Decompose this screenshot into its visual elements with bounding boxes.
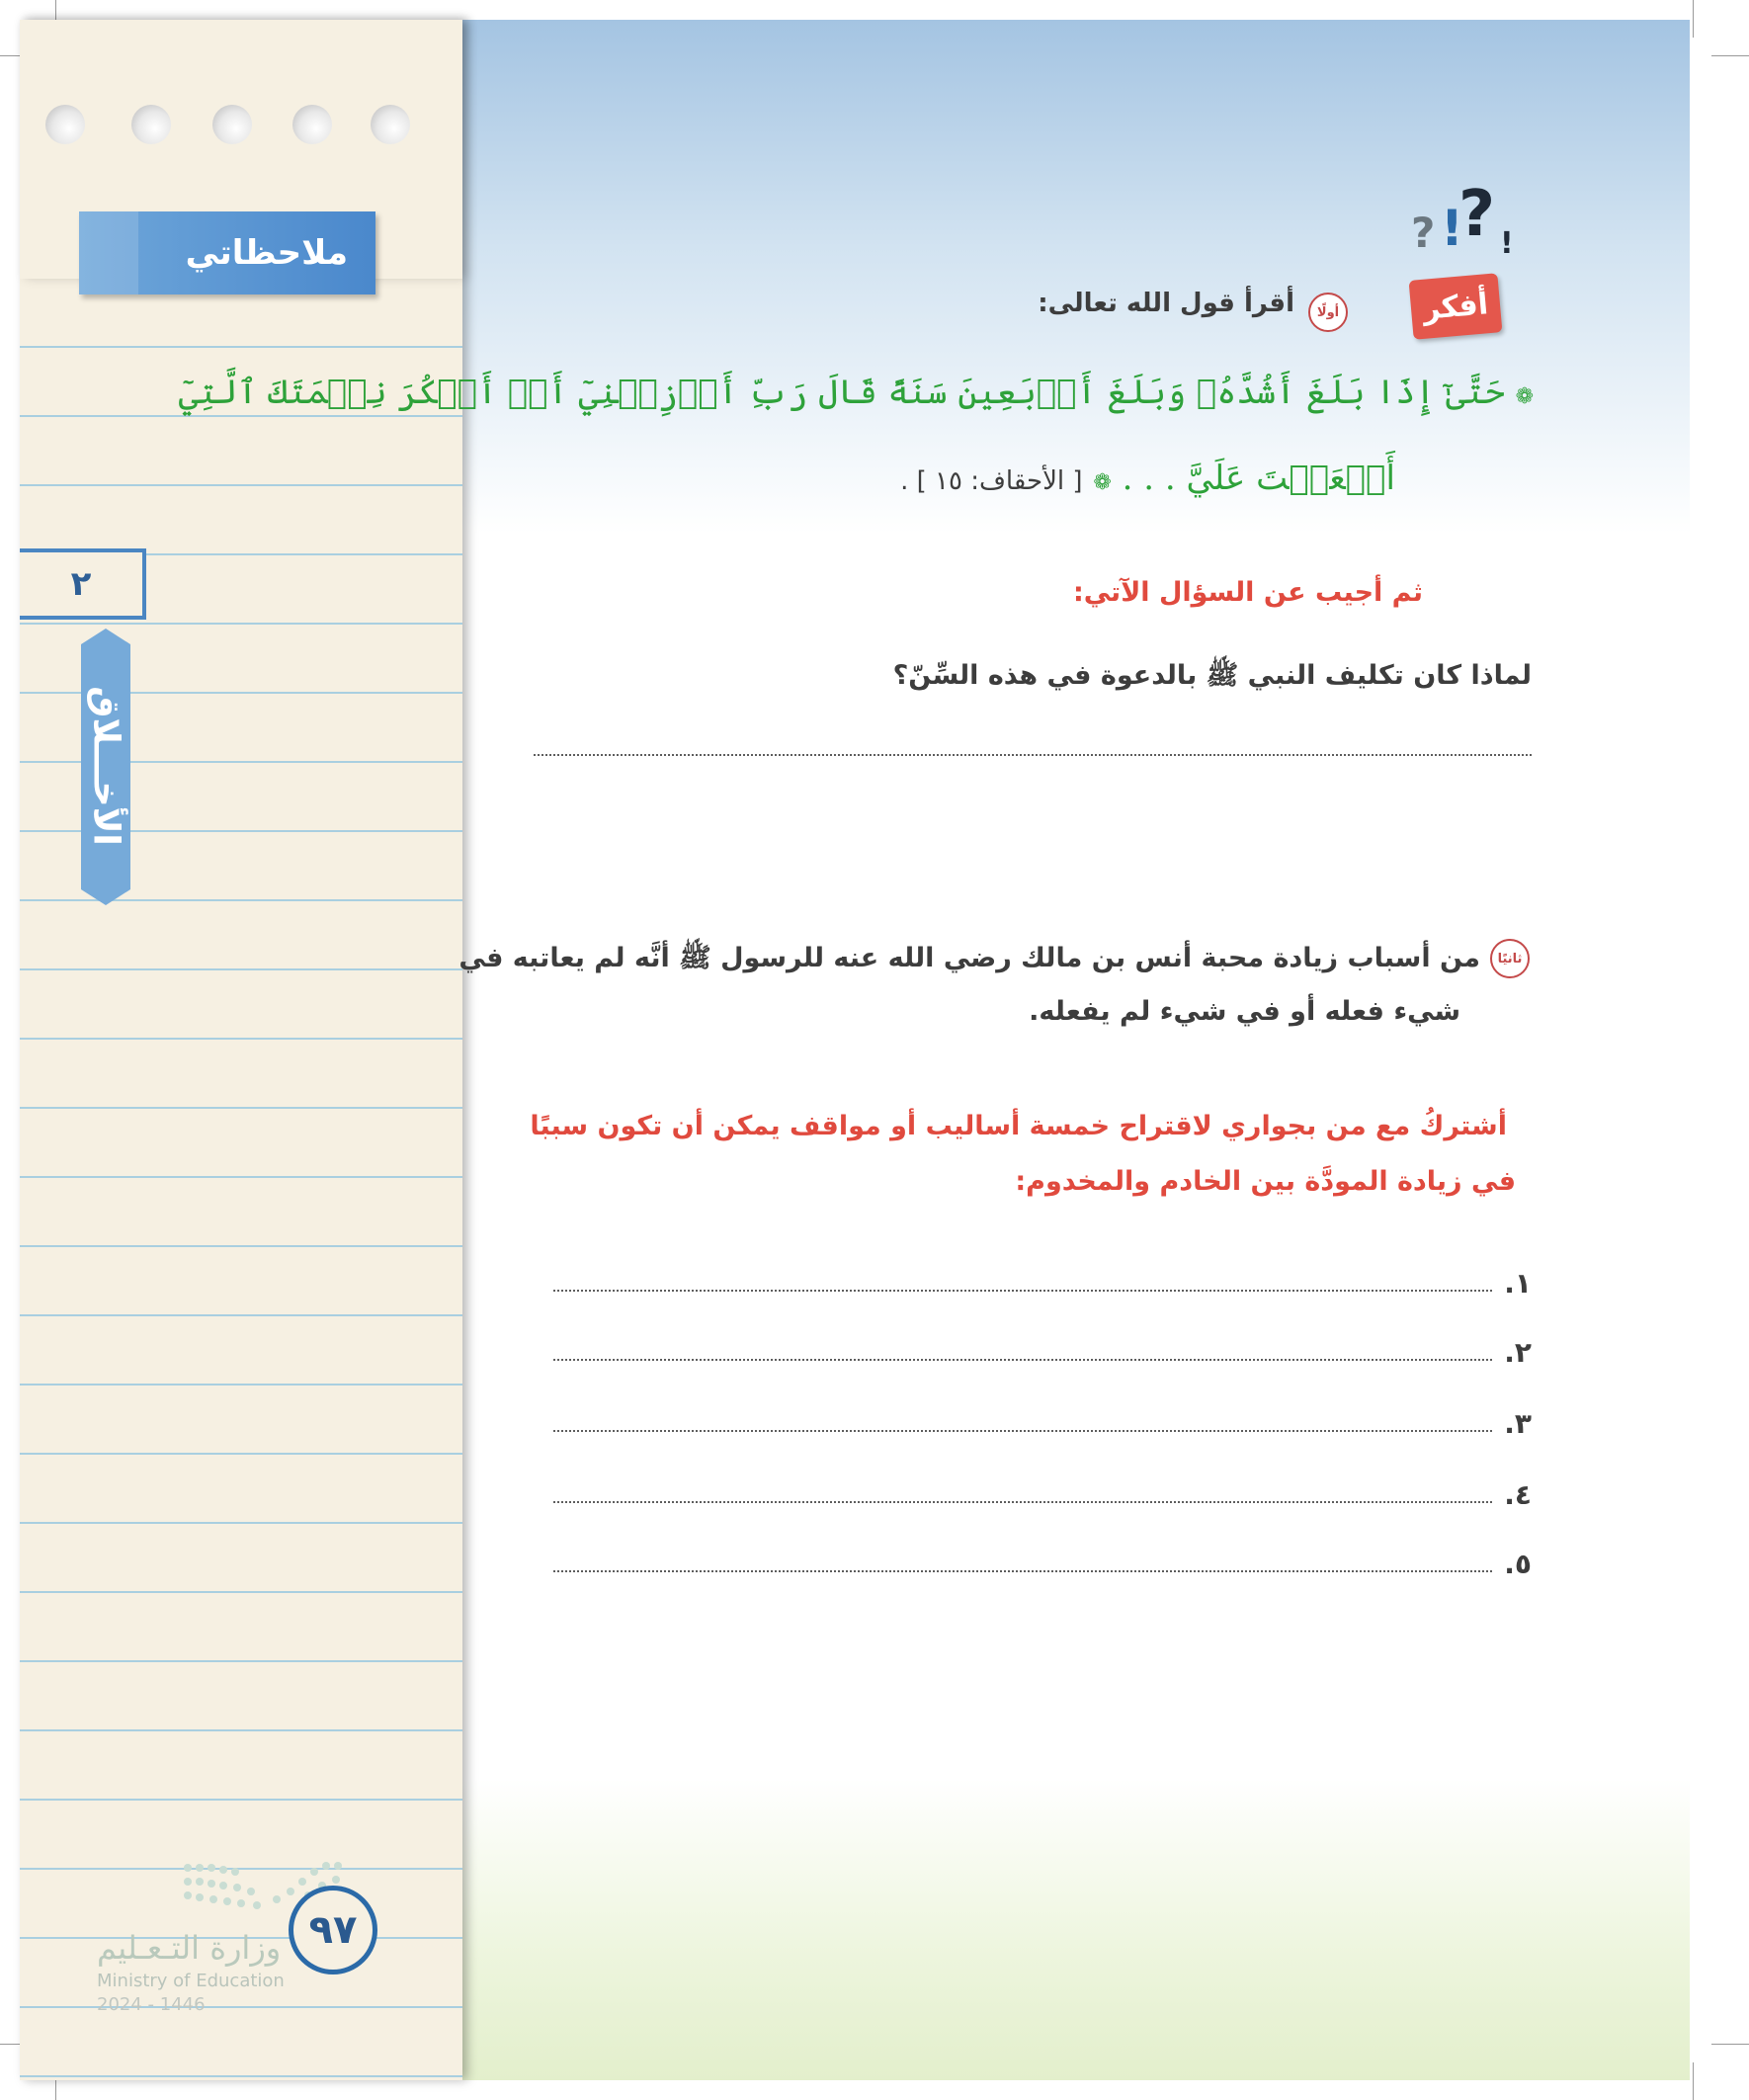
verse-line-1 bbox=[179, 372, 1534, 412]
question-text: لماذا كان تكليف النبي ﷺ بالدعوة في هذه السِّنّ؟ bbox=[892, 660, 1532, 691]
answer-line bbox=[534, 754, 1532, 756]
second-badge-text: ثانيًا bbox=[1497, 951, 1523, 966]
think-label bbox=[1409, 273, 1503, 340]
binder-hole bbox=[371, 105, 410, 144]
crop-mark bbox=[1693, 0, 1694, 38]
verse-line-2 bbox=[900, 459, 1395, 498]
answer-line-1 bbox=[553, 1290, 1492, 1292]
list-number-4: ٤. bbox=[1504, 1478, 1532, 1511]
list-number-5: ٥. bbox=[1504, 1548, 1532, 1580]
ministry-name-ar: وزارة التـعـليم bbox=[97, 1929, 282, 1967]
page-number bbox=[289, 1886, 377, 1974]
notes-sidebar bbox=[20, 20, 462, 2080]
first-badge bbox=[1308, 293, 1348, 332]
verse-line-2-text: أَنۡعَمۡتَ عَلَيَّ . . . bbox=[1122, 459, 1395, 498]
list-number-1: ١. bbox=[1504, 1267, 1532, 1300]
page-number-text: ٩٧ bbox=[308, 1907, 358, 1953]
notes-title-tab bbox=[79, 211, 375, 294]
binder-hole bbox=[131, 105, 171, 144]
list-number-3: ٣. bbox=[1504, 1407, 1532, 1440]
page-background bbox=[462, 20, 1690, 2080]
ornament-icon: ❁ bbox=[1515, 384, 1534, 409]
second-text-line-2: شيء فعله أو في شيء لم يفعله. bbox=[1029, 996, 1460, 1027]
unit-label: الأخـــلاق bbox=[85, 686, 126, 846]
ministry-year: 2024 - 1446 bbox=[97, 1994, 206, 2015]
first-badge-text: أولًا bbox=[1316, 304, 1340, 320]
task-line-2: في زيادة المودَّة بين الخادم والمخدوم: bbox=[1015, 1166, 1516, 1197]
svg-text:!: ! bbox=[1500, 226, 1514, 261]
answer-line-4 bbox=[553, 1501, 1492, 1503]
binder-hole bbox=[45, 105, 85, 144]
svg-text:?: ? bbox=[1411, 209, 1436, 257]
crop-mark bbox=[1711, 55, 1749, 56]
list-number-2: ٢. bbox=[1504, 1336, 1532, 1369]
chapter-number-box bbox=[20, 548, 146, 620]
second-text-line-1: من أسباب زيادة محبة أنس بن مالك رضي الله عنه للرسول ﷺ أنَّه لم يعاتبه في bbox=[458, 943, 1480, 973]
crop-mark bbox=[1711, 2044, 1749, 2045]
think-label-text: أفكر bbox=[1421, 286, 1490, 327]
svg-text:!: ! bbox=[1441, 200, 1463, 257]
answer-line-5 bbox=[553, 1570, 1492, 1572]
binder-hole bbox=[292, 105, 332, 144]
answer-line-2 bbox=[553, 1359, 1492, 1361]
second-badge bbox=[1490, 939, 1530, 978]
notes-title: ملاحظاتي bbox=[185, 233, 348, 273]
crop-mark bbox=[1693, 2062, 1694, 2100]
task-line-1: أشتركُ مع من بجواري لاقتراح خمسة أساليب أو مواقف يمكن أن تكون سببًا bbox=[530, 1111, 1507, 1141]
verse-intro: أقرأ قول الله تعالى: bbox=[1038, 289, 1294, 318]
verse-reference: [ الأحقاف: ١٥ ] . bbox=[900, 466, 1083, 496]
question-heading: ثم أجيب عن السؤال الآتي: bbox=[1072, 577, 1423, 608]
ministry-name-en: Ministry of Education bbox=[97, 1971, 285, 1991]
binder-hole bbox=[212, 105, 252, 144]
ornament-icon: ❁ bbox=[1093, 470, 1112, 495]
verse-line-1-text: حَتَّىٰٓ إِذَا بَلَغَ أَشُدَّهُۥ وَبَلَغَ أَرۡبَعِينَ سَنَةً قَالَ رَبِّ أَوۡزِعۡنِيٓ أَنۡ أَشۡكُرَ نِعۡمَتَكَ ٱلَّتِيٓ bbox=[178, 373, 1505, 412]
answer-line-3 bbox=[553, 1430, 1492, 1432]
chapter-number: ٢ bbox=[70, 564, 92, 604]
question-marks-icon bbox=[1401, 176, 1520, 275]
svg-text:?: ? bbox=[1458, 178, 1496, 251]
